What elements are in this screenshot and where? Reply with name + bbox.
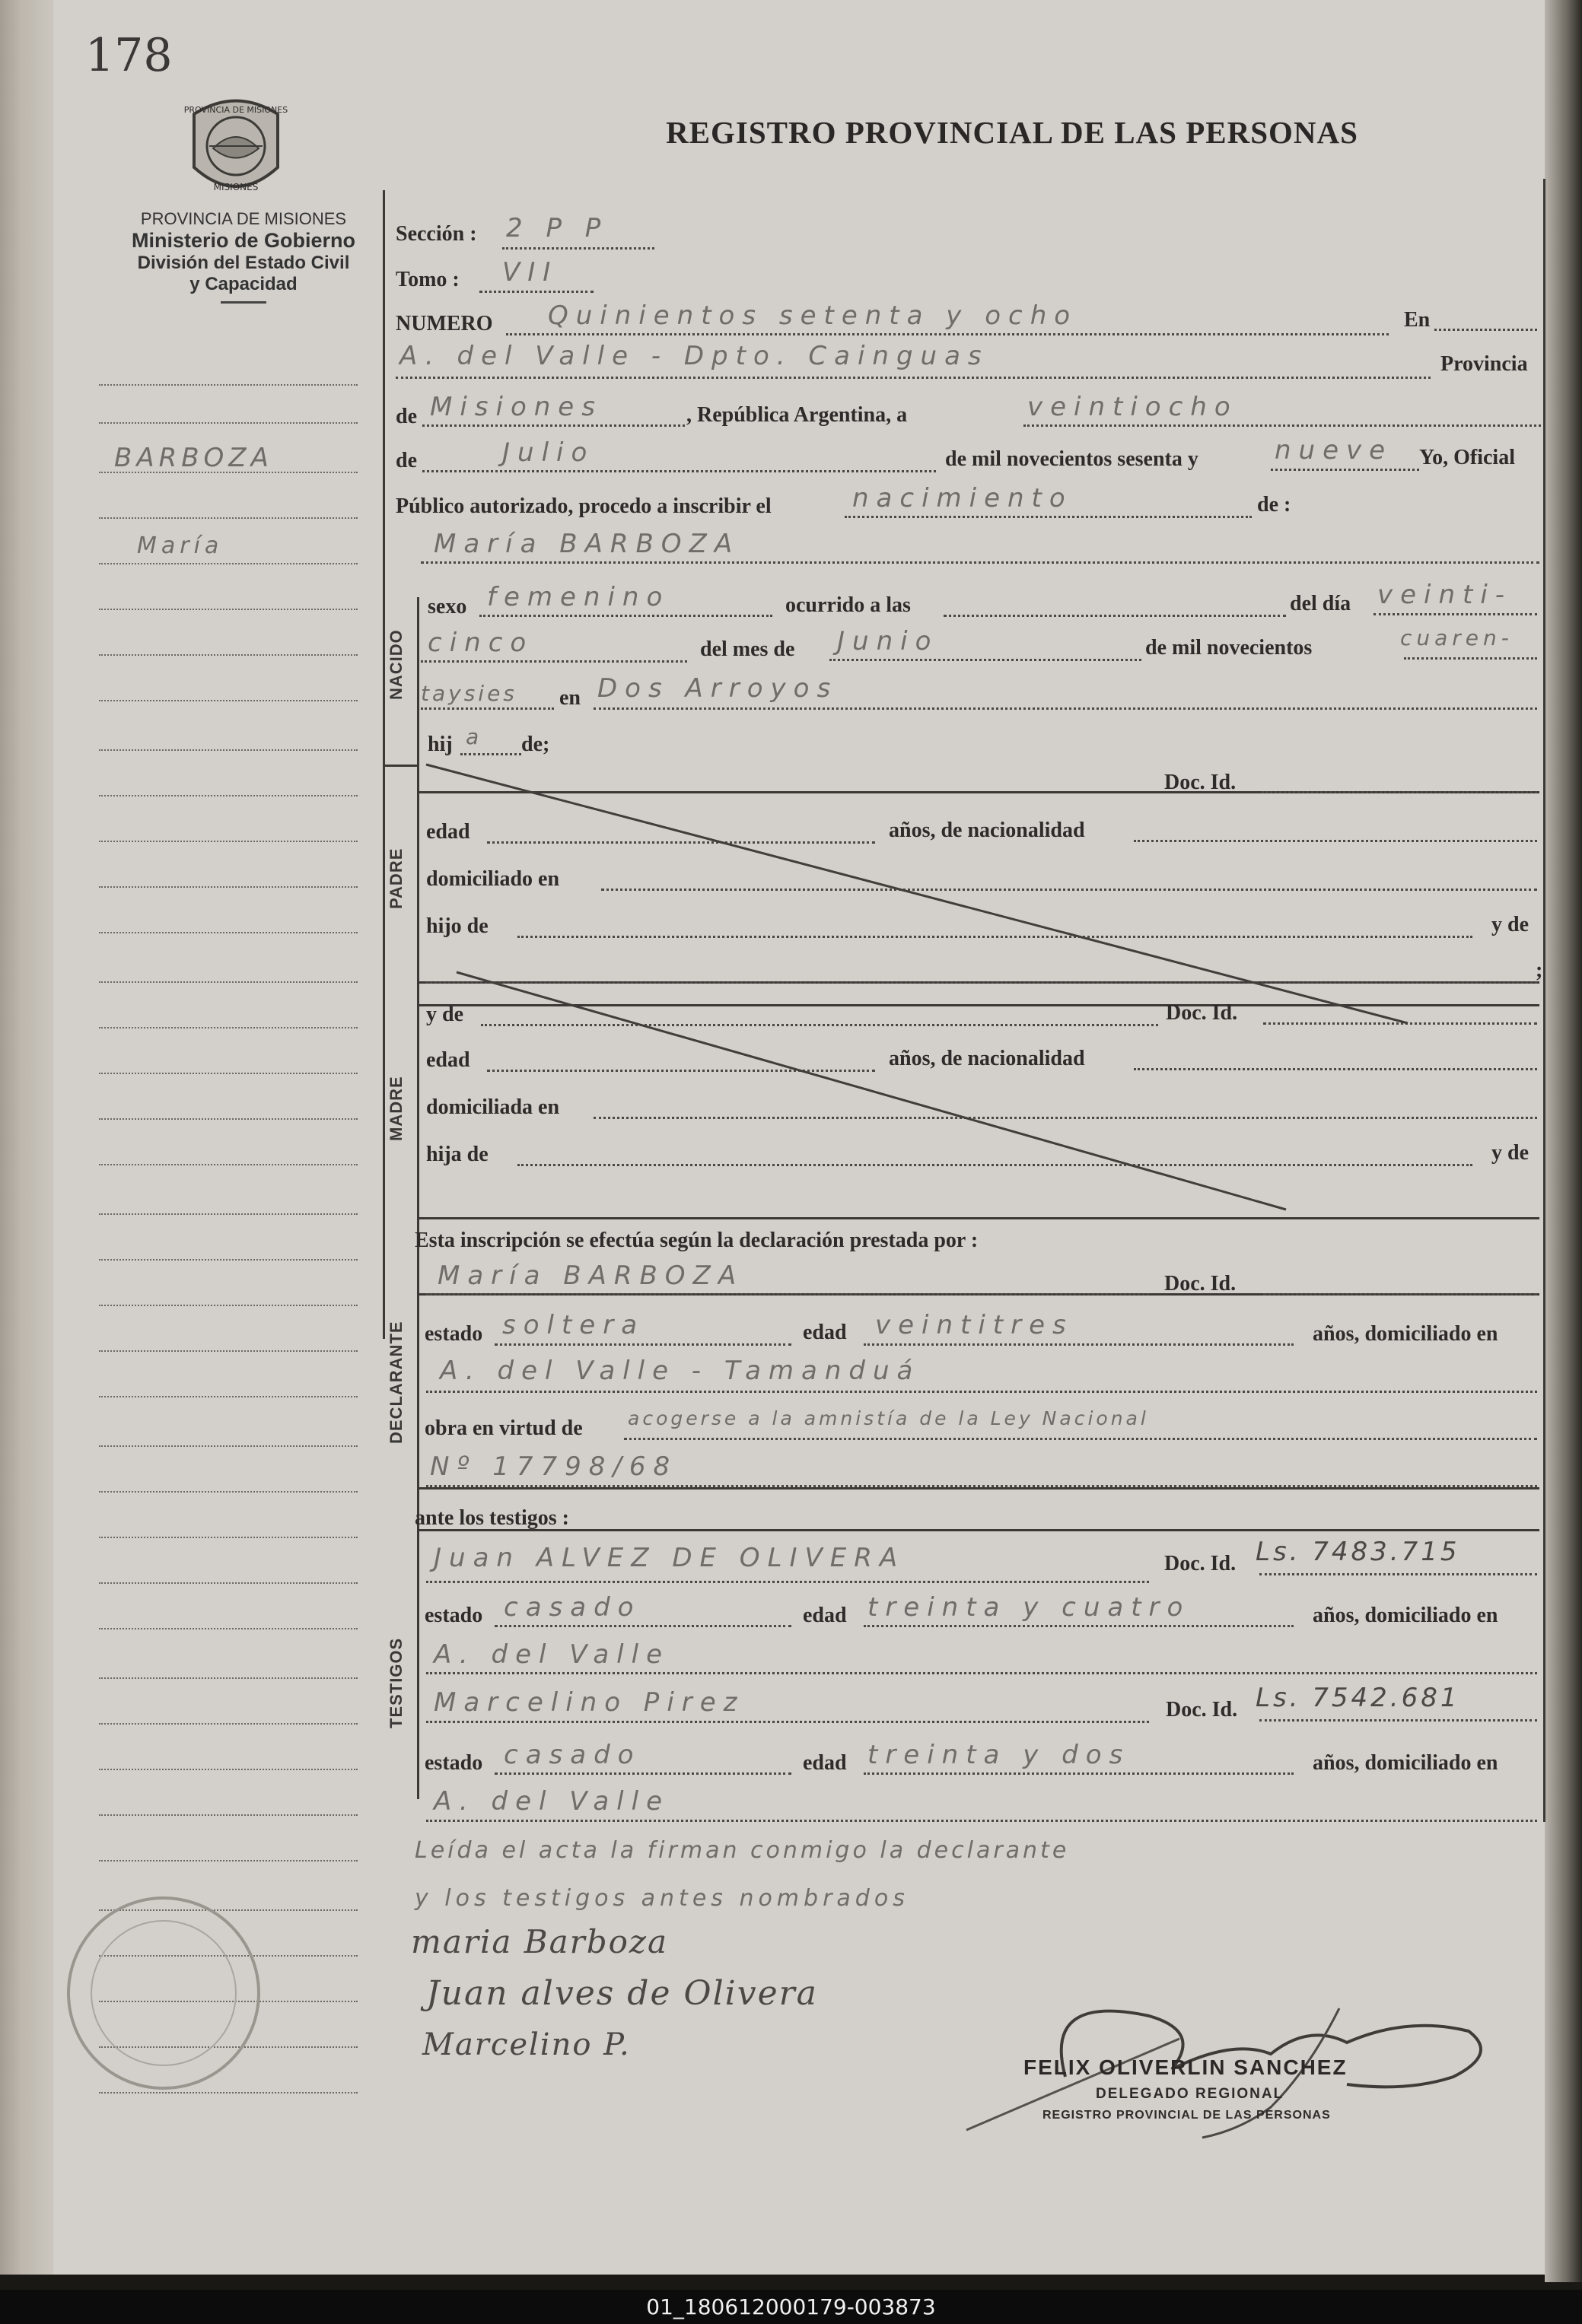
testigo2-nombre: Marcelino Pirez [434,1687,745,1718]
nacido-en-label: en [559,686,581,710]
nacido-dia-a: veinti- [1377,580,1513,610]
office-ministry: Ministerio de Gobierno [131,229,356,252]
section-nacido-label: NACIDO [387,629,406,700]
madre-hija-label: hija de [426,1143,489,1166]
official-stamp-icon [49,1841,263,2130]
padre-dom-label: domiciliado en [426,867,560,891]
sexo-label: sexo [428,595,467,618]
office-province: PROVINCIA DE MISIONES [140,209,347,228]
closing-line-1: Leída el acta la firman conmigo la declarante [415,1837,1070,1864]
seal-ring-top: PROVINCIA DE MISIONES [183,105,288,115]
signature-declarante: maria Barboza [411,1923,669,1960]
testigo2-edad-label: edad [803,1751,847,1775]
testigo2-edad: treinta y dos [867,1740,1131,1770]
madre-yde2-label: y de [1491,1141,1529,1165]
nacido-dia-b: cinco [428,628,534,658]
padre-hijo-label: hijo de [426,914,489,938]
testigo1-doc: Ls. 7483.715 [1256,1537,1460,1567]
testigo2-dom-label: años, domiciliado en [1313,1751,1498,1775]
publico-label: Público autorizado, procedo a inscribir el [396,494,772,518]
testigo1-edad: treinta y cuatro [867,1592,1191,1623]
padre-yde-label: y de [1491,913,1529,936]
section-declarante-label: DECLARANTE [387,1321,406,1444]
tomo-label: Tomo : [396,268,460,291]
document-title: REGISTRO PROVINCIAL DE LAS PERSONAS [666,115,1358,150]
declarante-doc-label: Doc. Id. [1164,1272,1237,1296]
sexo-value: femenino [487,582,670,612]
fecha-anio-value: nueve [1275,435,1393,466]
nacido-anio-a: cuaren- [1400,625,1514,650]
declarante-dom-label: años, domiciliado en [1313,1322,1498,1346]
provincia-value: Misiones [430,392,603,422]
republica-label: , República Argentina, a [686,403,908,427]
seccion-label: Sección : [396,222,477,246]
nacido-anio-b: taysies [421,681,517,706]
de3-label: de : [1257,493,1291,517]
numero-label: NUMERO [396,312,493,335]
testigo1-dom-label: años, domiciliado en [1313,1604,1498,1627]
de2-label: de [396,449,417,472]
fecha-mes-value: Julio [502,437,595,468]
testigo1-doc-label: Doc. Id. [1164,1552,1237,1575]
padre-semicolon: ; [1536,959,1543,982]
testigo1-domicilio: A. del Valle [434,1639,670,1670]
section-madre-label: MADRE [387,1076,406,1141]
office-capacity: y Capacidad [189,274,298,294]
madre-dom-label: domiciliada en [426,1095,560,1119]
official-name: FELIX OLIVERLIN SANCHEZ [1023,2055,1348,2079]
official-title: DELEGADO REGIONAL [1096,2086,1284,2102]
del-mes-label: del mes de [700,637,795,661]
footer-file-id: 01_180612000179-003873 [646,2294,936,2319]
lugar-value: A. del Valle - Dpto. Cainguas [399,341,989,371]
nacido-lugar: Dos Arroyos [597,673,839,704]
testigo2-domicilio: A. del Valle [434,1786,670,1817]
hij-suffix: a [466,724,487,749]
ocurrido-label: ocurrido a las [785,593,911,617]
en-label: En [1404,308,1431,332]
madre-doc-label: Doc. Id. [1166,1001,1238,1025]
declarante-edad: veintitres [875,1310,1074,1340]
closing-line-2: y los testigos antes nombrados [415,1885,909,1912]
madre-nac-label: años, de nacionalidad [889,1047,1085,1070]
fecha-dia-value: veintiocho [1027,392,1238,422]
testigo1-edad-label: edad [803,1604,847,1627]
margin-given-name: María [137,533,224,559]
testigo1-estado: casado [504,1592,641,1623]
testigo2-doc-label: Doc. Id. [1166,1698,1238,1722]
testigo2-doc: Ls. 7542.681 [1256,1683,1460,1713]
declarante-intro: Esta inscripción se efectúa según la declaración prestada por : [415,1229,979,1252]
del-dia-label: del día [1290,592,1351,615]
testigo2-estado-label: estado [425,1751,483,1775]
testigo2-estado: casado [504,1740,641,1770]
testigos-intro: ante los testigos : [415,1506,569,1530]
declarante-obra-a: acogerse a la amnistía de la Ley Nacional [628,1407,1149,1429]
nacido-nombre: María BARBOZA [434,529,740,559]
hij-label: hij [428,733,453,756]
declarante-edad-label: edad [803,1321,847,1344]
declarante-estado-label: estado [425,1322,483,1346]
page-number: 178 [85,29,173,82]
padre-edad-label: edad [426,820,470,844]
seal-ring-bottom: MISIONES [213,182,259,192]
anio-label: de mil novecientos sesenta y [945,447,1198,471]
de-label: de [396,405,417,428]
declarante-nombre: María BARBOZA [438,1261,744,1291]
nacido-doc-label: Doc. Id. [1164,771,1237,794]
acto-value: nacimiento [852,483,1073,513]
declarante-estado: soltera [502,1310,645,1340]
declarante-obra-b: Nº 17798/68 [430,1451,678,1482]
office-division: División del Estado Civil [137,253,350,273]
madre-yde-label: y de [426,1003,463,1026]
margin-surname: BARBOZA [114,443,273,473]
provincia-label: Provincia [1440,352,1528,376]
signature-testigo-1: Juan alves de Olivera [426,1974,818,2013]
tomo-value: VII [502,257,559,288]
declarante-obra-label: obra en virtud de [425,1416,583,1440]
testigo1-nombre: Juan ALVEZ DE OLIVERA [434,1543,906,1573]
seccion-value: 2 P P [506,213,609,243]
nacido-mes: Junio [837,626,939,657]
declarante-domicilio: A. del Valle - Tamanduá [440,1356,921,1386]
mil-novecientos-label: de mil novecientos [1145,636,1313,660]
padre-nac-label: años, de nacionalidad [889,819,1085,842]
section-testigos-label: TESTIGOS [387,1637,406,1728]
official-office: REGISTRO PROVINCIAL DE LAS PERSONAS [1042,2109,1331,2122]
hij-de-label: de; [521,733,550,756]
oficial-label: Yo, Oficial [1419,446,1515,469]
madre-edad-label: edad [426,1048,470,1072]
testigo1-estado-label: estado [425,1604,483,1627]
signature-testigo-2: Marcelino P. [422,2027,631,2062]
section-padre-label: PADRE [387,847,406,909]
numero-value: Quinientos setenta y ocho [548,300,1078,331]
